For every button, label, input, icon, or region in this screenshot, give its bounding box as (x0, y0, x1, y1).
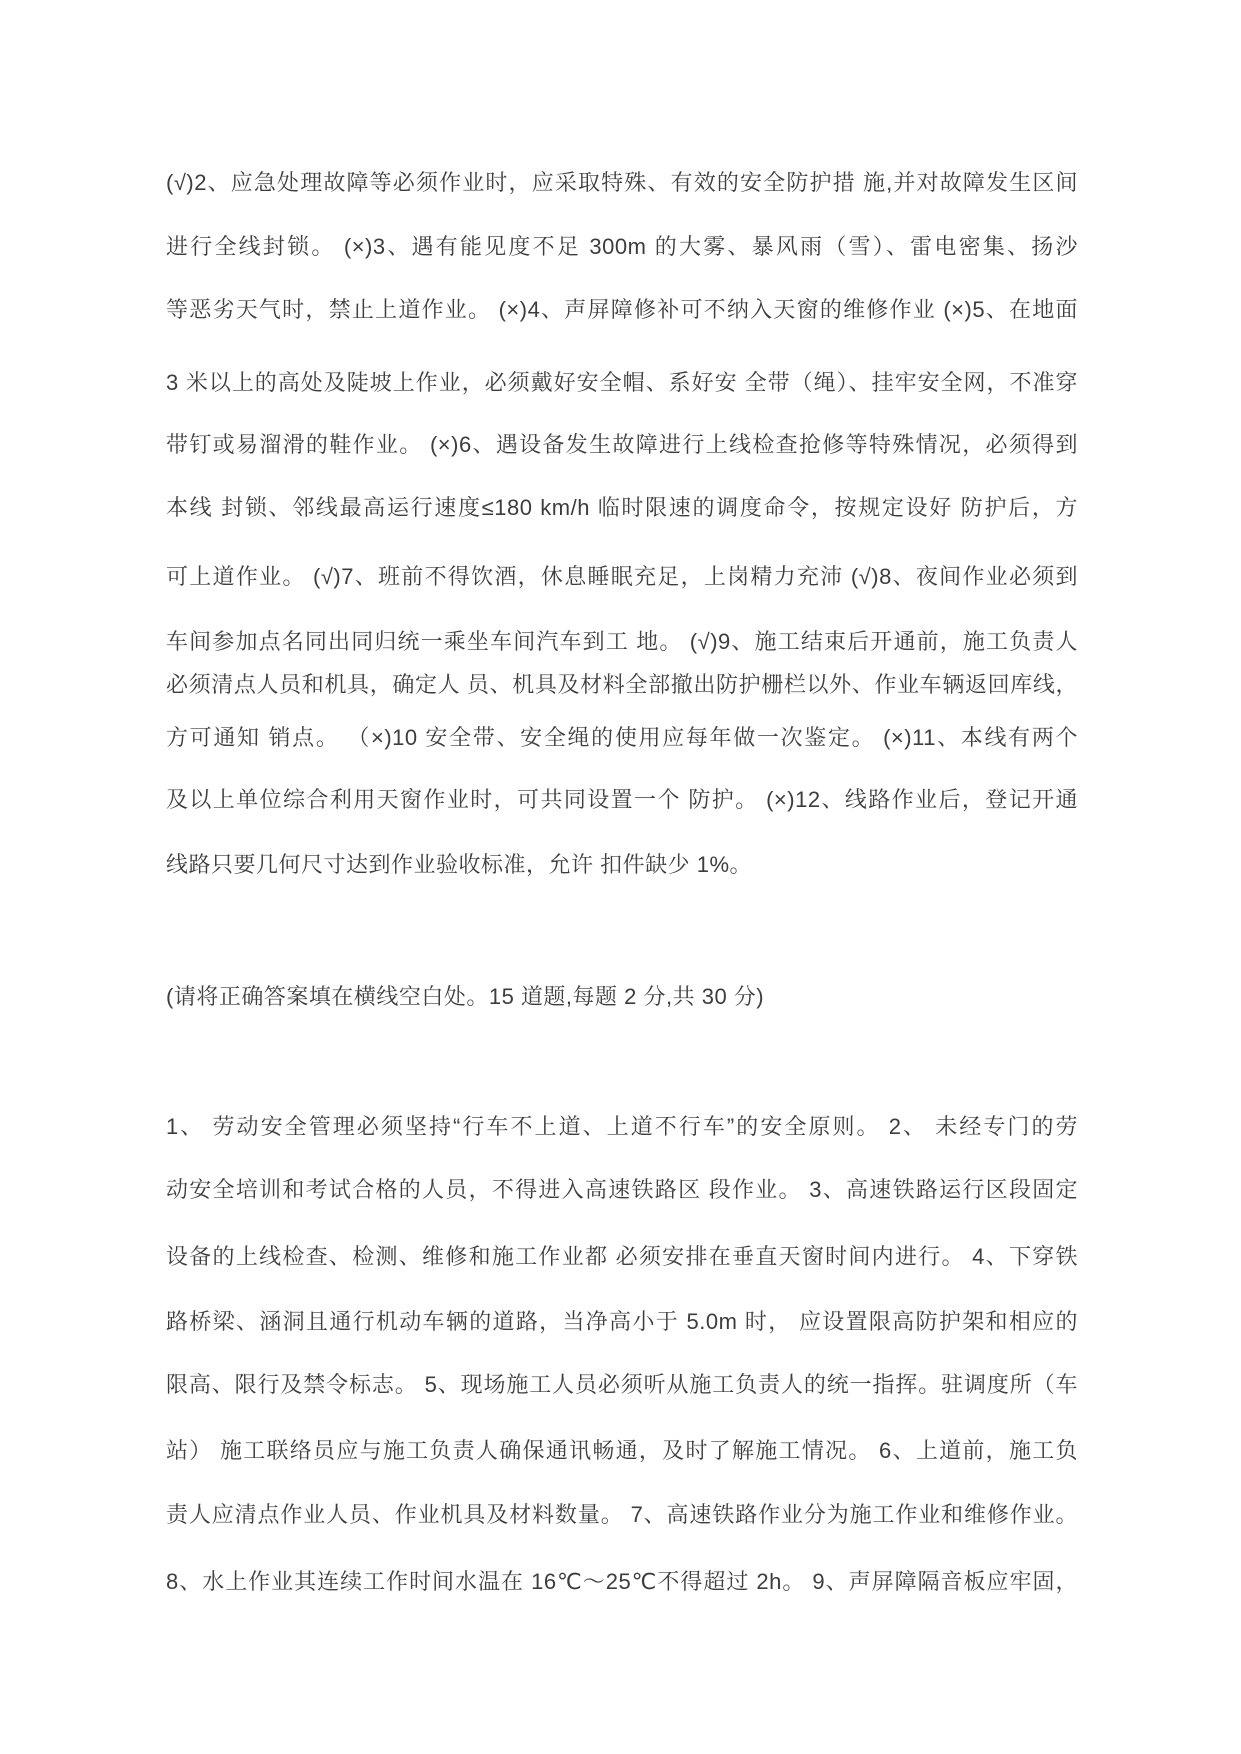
text-line: 责人应清点作业人员、作业机具及材料数量。 7、高速铁路作业分为施工作业和维修作业。 (166, 1502, 1078, 1527)
text-line: 及以上单位综合利用天窗作业时，可共同设置一个 防护。 (×)12、线路作业后，登记开通 (166, 787, 1078, 812)
text-line: 车间参加点名同出同归统一乘坐车间汽车到工 地。 (√)9、施工结束后开通前，施工负责人 (166, 629, 1078, 654)
text-line: 8、水上作业其连续工作时间水温在 16℃～25℃不得超过 2h。 9、声屏障隔音板应牢固， (166, 1569, 1078, 1594)
text-line: 1、 劳动安全管理必须坚持“行车不上道、上道不行车”的安全原则。 2、 未经专门的劳 (166, 1114, 1078, 1139)
section-instruction: (请将正确答案填在横线空白处。15 道题,每题 2 分,共 30 分) (166, 984, 765, 1009)
text-line: 进行全线封锁。 (×)3、遇有能见度不足 300m 的大雾、暴风雨（雪）、雷电密集、扬沙 (166, 234, 1078, 259)
text-line: 方可通知 销点。 （×)10 安全带、安全绳的使用应每年做一次鉴定。 (×)11、本线有两个 (166, 725, 1078, 750)
text-line: 本线 封锁、邻线最高运行速度≤180 km/h 临时限速的调度命令，按规定设好 防护后，方 (166, 495, 1078, 520)
text-line: 路桥梁、涵洞且通行机动车辆的道路，当净高小于 5.0m 时， 应设置限高防护架和相应的 (166, 1309, 1078, 1334)
text-line: 线路只要几何尺寸达到作业验收标准，允许 扣件缺少 1%。 (166, 852, 753, 877)
text-line: 站） 施工联络员应与施工负责人确保通讯畅通，及时了解施工情况。 6、上道前，施工负 (166, 1438, 1078, 1463)
text-line: 3 米以上的高处及陡坡上作业，必须戴好安全帽、系好安 全带（绳）、挂牢安全网，不准穿 (166, 370, 1078, 395)
text-line: 带钉或易溜滑的鞋作业。 (×)6、遇设备发生故障进行上线检查抢修等特殊情况，必须得到 (166, 432, 1078, 457)
text-line: 必须清点人员和机具，确定人 员、机具及材料全部撤出防护栅栏以外、作业车辆返回库线， (166, 672, 1078, 697)
text-line: 设备的上线检查、检测、维修和施工作业都 必须安排在垂直天窗时间内进行。 4、下穿铁 (166, 1244, 1078, 1269)
text-line: 等恶劣天气时，禁止上道作业。 (×)4、声屏障修补可不纳入天窗的维修作业 (×)5、在地面 (166, 297, 1078, 322)
text-line: 限高、限行及禁令标志。 5、现场施工人员必须听从施工负责人的统一指挥。驻调度所（车 (166, 1372, 1078, 1397)
text-line: (√)2、应急处理故障等必须作业时，应采取特殊、有效的安全防护措 施,并对故障发生区间 (166, 170, 1078, 195)
text-line: 动安全培训和考试合格的人员，不得进入高速铁路区 段作业。 3、高速铁路运行区段固定 (166, 1177, 1078, 1202)
text-line: 可上道作业。 (√)7、班前不得饮酒，休息睡眠充足，上岗精力充沛 (√)8、夜间作业必须到 (166, 564, 1078, 589)
